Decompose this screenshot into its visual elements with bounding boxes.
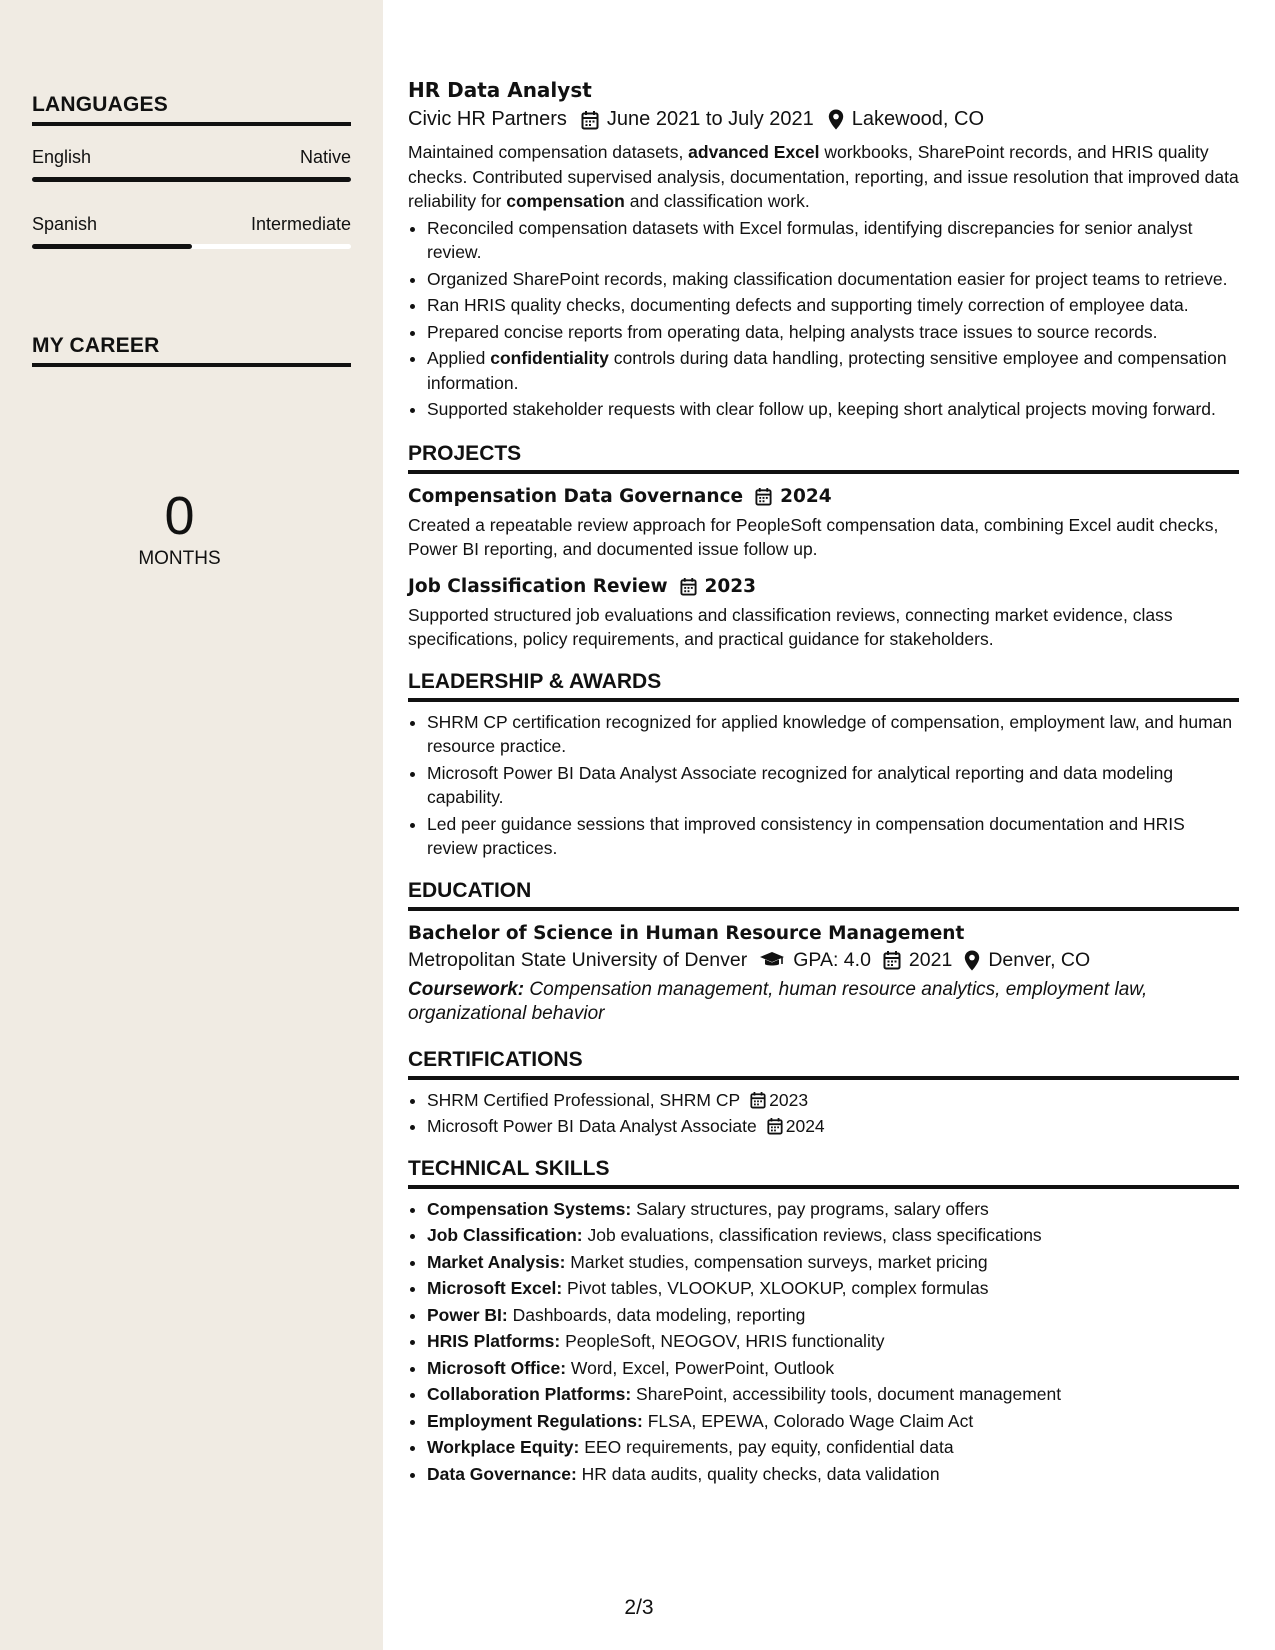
list-item: • Led peer guidance sessions that improved consistency in compensation documentation and HRIS review practices. [427,812,1239,861]
language-row-english [32,147,351,168]
project-entry [408,486,1239,562]
page-number: 2/3 [624,1596,654,1619]
list-item [427,1088,1239,1113]
list-item: • Power BI: Dashboards, data modeling, reporting [427,1303,1239,1328]
skills-list [408,1197,1239,1487]
degree-title: Bachelor of Science in Human Resource Management [408,922,965,944]
project-title-row [408,486,1239,507]
projects-heading: PROJECTS [408,442,1239,474]
list-item: • Prepared concise reports from operating data, helping analysts trace issues to source records. [427,320,1239,345]
languages-section [32,93,351,249]
language-name: Spanish [32,214,98,234]
list-item: • Microsoft Power BI Data Analyst Associate recognized for analytical reporting and data modeling capability. [427,761,1239,810]
job-summary: Maintained compensation datasets, advanced Excel workbooks, SharePoint records, and HRIS quality checks. Contributed supervised analysis, documentation, reporting, and issue resolution that improved data reliability for compensation and classification work. [408,142,1239,211]
language-bar-spanish [32,244,351,249]
job-meta [408,108,1239,131]
coursework: Coursework: Compensation management, human resource analytics, employment law, organizational behavior [408,978,1148,1024]
list-item: • Market Analysis: Market studies, compensation surveys, market pricing [427,1250,1239,1275]
list-item: • Ran HRIS quality checks, documenting defects and supporting timely correction of employee data. [427,293,1239,318]
list-item: • Organized SharePoint records, making classification documentation easier for project teams to retrieve. [427,267,1239,292]
company-name: Civic HR Partners [408,108,567,130]
career-heading: MY CAREER [32,334,351,367]
language-level: Intermediate [250,214,351,234]
school-name: Metropolitan State University of Denver [408,948,748,971]
list-item: • Employment Regulations: FLSA, EPEWA, Colorado Wage Claim Act [427,1409,1239,1434]
calendar-icon [883,950,901,970]
school-location: Denver, CO [988,948,1091,971]
job-location: Lakewood, CO [851,108,985,130]
certifications-heading: CERTIFICATIONS [408,1048,1239,1080]
language-bar-english [32,177,351,182]
education-entry [408,923,1239,1026]
sidebar [0,0,383,1650]
language-bar-fill [32,244,192,249]
certification-name: • Microsoft Power BI Data Analyst Associate [427,1116,757,1136]
education-heading: EDUCATION [408,879,1239,911]
list-item [427,1114,1239,1139]
project-title-row [408,576,1239,597]
project-title: Compensation Data Governance [408,485,744,507]
project-year: 2024 [755,486,832,507]
leadership-heading: LEADERSHIP & AWARDS [408,670,1239,702]
language-row-spanish [32,214,351,235]
career-unit: MONTHS [138,548,221,569]
list-item: • HRIS Platforms: PeopleSoft, NEOGOV, HRIS functionality [427,1329,1239,1354]
list-item: • Applied confidentiality controls during data handling, protecting sensitive employee and compensation information. [427,346,1239,395]
list-item: • Data Governance: HR data audits, quality checks, data validation [427,1462,1239,1487]
leadership-list [408,710,1239,861]
list-item: • Workplace Equity: EEO requirements, pay equity, confidential data [427,1435,1239,1460]
calendar-icon [680,577,697,596]
career-value: 0 [164,486,195,546]
main-content [408,78,1239,1488]
graduation-cap-icon [759,951,785,969]
job-title: HR Data Analyst [408,78,592,102]
language-name: English [32,147,92,167]
languages-heading: LANGUAGES [32,93,351,126]
list-item: • Compensation Systems: Salary structures, pay programs, salary offers [427,1197,1239,1222]
project-description: Supported structured job evaluations and classification reviews, connecting market evidence, class specifications, policy requirements, and practical guidance for stakeholders. [408,604,1173,649]
education-meta [408,949,1239,972]
calendar-icon [755,487,772,506]
list-item: • Supported stakeholder requests with clear follow up, keeping short analytical projects moving forward. [427,397,1239,422]
graduation-year: 2021 [908,948,953,971]
project-year: 2023 [680,576,757,597]
certification-year: 2024 [785,1116,825,1136]
certifications-list [408,1088,1239,1139]
calendar-icon [581,110,599,130]
skills-heading: TECHNICAL SKILLS [408,1157,1239,1189]
project-description: Created a repeatable review approach for PeopleSoft compensation data, combining Excel audit checks, Power BI reporting, and documented issue follow up. [408,514,1219,559]
calendar-icon [750,1091,766,1109]
language-bar-fill [32,177,351,182]
experience-entry [408,78,1239,422]
project-entry [408,576,1239,652]
list-item: • Microsoft Office: Word, Excel, PowerPoint, Outlook [427,1356,1239,1381]
list-item: • Microsoft Excel: Pivot tables, VLOOKUP, XLOOKUP, complex formulas [427,1276,1239,1301]
list-item: • Collaboration Platforms: SharePoint, accessibility tools, document management [427,1382,1239,1407]
language-level: Native [299,147,351,167]
map-pin-icon [964,950,980,971]
list-item: • Reconciled compensation datasets with Excel formulas, identifying discrepancies for senior analyst review. [427,216,1239,265]
certification-name: • SHRM Certified Professional, SHRM CP [427,1089,741,1110]
certification-year: 2023 [769,1089,809,1110]
map-pin-icon [828,109,844,130]
job-bullets [408,216,1239,422]
job-dates: June 2021 to July 2021 [606,108,814,130]
list-item: • Job Classification: Job evaluations, classification reviews, class specifications [427,1223,1239,1248]
list-item: • SHRM CP certification recognized for applied knowledge of compensation, employment law, and human resource practice. [427,710,1239,759]
career-section [32,334,351,367]
calendar-icon [767,1117,783,1135]
project-title: Job Classification Review [408,575,668,597]
gpa: GPA: 4.0 [793,948,871,971]
